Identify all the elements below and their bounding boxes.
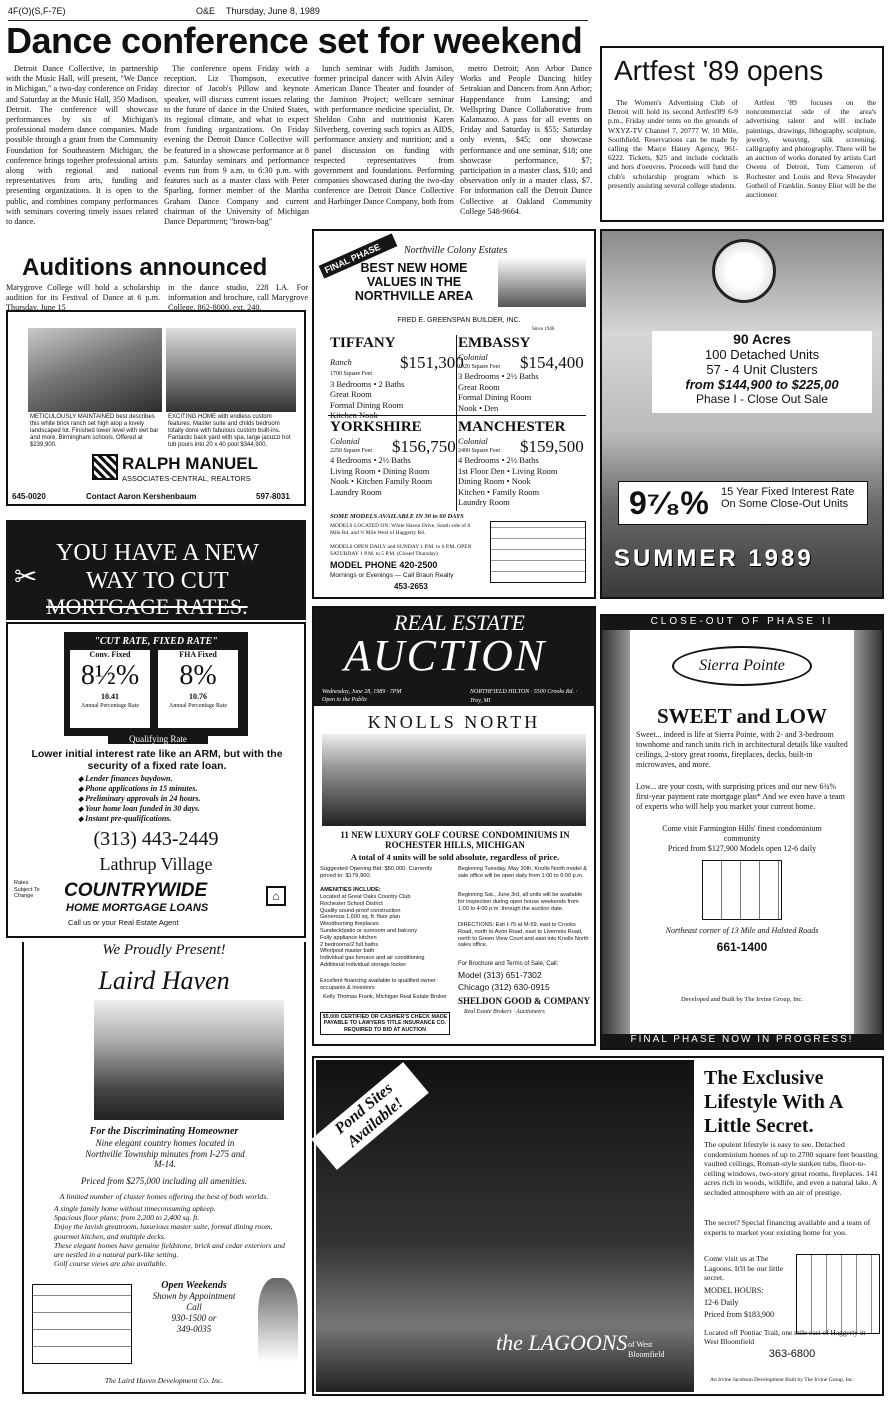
amenities-list: Located at Great Oaks Country Club Rochester School District Quality sound-proof construction Generous 1,600 sq. ft. floor plan Woodburning fireplaces Sundeck/patio or sunroom and balcony Fully appliance kitchen 2 bedrooms/2 full baths Whirlpool master bath Individual gas furnace and air conditioning Additional individual storage locker (320, 894, 425, 968)
countrywide-brand: COUNTRYWIDE (64, 880, 208, 901)
equal-housing-icon: ⌂ (266, 886, 286, 906)
knolls-photo (322, 734, 586, 826)
rates-note: Rates Subject To Change (14, 880, 40, 899)
auction-firm-sub: Real Estate Brokers · Auctioneers (464, 1009, 545, 1015)
laird-company: The Laird Haven Development Co. Inc. (104, 1376, 224, 1385)
northville-some-models: SOME MODELS AVAILABLE IN 30 to 60 DAYS (330, 513, 464, 520)
northville-house-sketch (498, 257, 586, 307)
lagoons-of: of West Bloomfield (628, 1340, 665, 1359)
ralph-photo-2 (166, 328, 296, 412)
auditions-col-1: Marygrove College will hold a scholarship audition for its Festival of Dance at 6 p.m. Thursday, June 15 (6, 283, 160, 313)
ralph-sub: ASSOCIATES-CENTRAL, REALTORS (122, 474, 251, 483)
dance-col-3: lunch seminar with Judith Jamison, former principal dancer with Alvin Ailey American Dance Theater and founder of the Jamison Project; wellcare seminar with performance medicine specialist, Dr. Sheldon Cohn and nutritionist Karen Silverberg, covering such topics as AIDS, performance anxiety and nutrition; and a panel discussion on funding with respected representatives from government and foundations. Performing companies showcased during the two-day conference are Detroit Dance Collective and Harbinger Dance Company, both from (314, 64, 454, 206)
auction-broker: Kelly Thomas Frank, Michigan Real Estate Broker (323, 994, 447, 1000)
laird-bullets: A single family home without timeconsuming upkeep. Spacious floor plans; from 2,200 to 2,400 sq. ft. Enjoy the lavish greatroom, luxurious master suite, formal dining room, gourmet kitchen, and multiple decks. These elegant homes have genuine fieldstone, brick and cedar exteriors and are nestled in a natural park-like setting. Golf course views are also available. (54, 1204, 285, 1269)
fha-box: FHA Fixed 8% 10.76 Annual Percentage Rate (158, 650, 238, 728)
dance-headline: Dance conference set for weekend (6, 20, 583, 61)
ralph-phone-left: 645-0020 (12, 492, 46, 501)
northville-call-phone: 453-2653 (394, 582, 428, 591)
sierra-map (702, 860, 782, 920)
scissors-icon: ✂ (14, 562, 38, 593)
paper-name: O&E (196, 6, 216, 16)
sierra-corner: Northeast corner of 13 Mile and Halsted Roads (665, 926, 819, 935)
conv-box: Conv. Fixed 8½% 10.41 Annual Percentage Rate (70, 650, 150, 728)
auction-model-phone: Model (313) 651-7302 (458, 970, 542, 980)
auction-beginning-2: Beginning Sat., June 3rd, all units will be available for inspection during open house weekends from 1:00 to 4:00 p.m. through the auction date. (458, 892, 583, 912)
lagoons-phone: 363-6800 (768, 1348, 816, 1360)
northville-map (490, 521, 586, 583)
ralph-caption-2: EXCITING HOME with endless custom features. Master suite and childs bedroom totally done with fabulous custom built-ins. Fantastic back yard with spa, large jacuzzi hot tub pours into 20 x 40 pool $344,900. (168, 414, 291, 448)
model-manchester: MANCHESTER Colonial $159,500 2400 Square Feet 4 Bedrooms • 2½ Baths 1st Floor Den • Living Room Dining Room • Nook Kitchen • Family Room Laundry Room (458, 419, 584, 507)
countrywide-city: Lathrup Village (99, 854, 213, 874)
auditions-headline: Auditions announced (22, 254, 268, 281)
countrywide-brand-sub: HOME MORTGAGE LOANS (66, 902, 209, 914)
lagoons-photo (316, 1060, 694, 1392)
page-id: 4F(O)(S,F-7E) (8, 6, 66, 16)
lagoons-p1: The opulent lifestyle is easy to see. Detached condominium homes of up to 2700 square feet boasting vaulted ceilings, Roman-style sunken tubs, floor-to-ceiling windows, two-story great rooms, fireplaces. 141 acres rich in woods, wildlife, and even a natural lake. A secluded atmosphere with an air of prestige. (704, 1140, 878, 1197)
northville-estates: Northville Colony Estates (404, 245, 508, 256)
artfest-col-2: Artfest '89 focuses on the noncommercial side of the area's advertising talent and will include paintings, drawings, lithography, sculpture, jewelry, weaving, silk screening, calligraphy and photography. There will be an auction of works donated by artists Carl Owens of Detroit, Tom Cameron of Rochester and Louis and Reva Shwayder Gotheil of Franklin. Sonny Eliot will be the auctioneer. (746, 98, 876, 200)
northville-model-phone: MODEL PHONE 420-2500 (330, 560, 438, 570)
iris-flower-icon (258, 1278, 298, 1362)
countrywide-phone: (313) 443-2449 (93, 828, 219, 850)
sierra-phone: 661-1400 (716, 940, 768, 954)
auction-chicago-phone: Chicago (312) 630-0915 (458, 982, 550, 992)
northville-headline: BEST NEW HOME VALUES IN THE NORTHVILLE AREA (354, 261, 474, 303)
model-embassy: EMBASSY Colonial $154,400 1920 Square Feet 3 Bedrooms • 2½ Baths Great Room Formal Dining Room Nook • Den (458, 335, 584, 413)
laird-nine: Nine elegant country homes located in Northville Township minutes from I-275 and M-14. (85, 1138, 245, 1169)
dance-col-2: The conference opens Friday with a reception. Liz Thompson, executive director of Jacob's Pillow and keynote speaker, will discuss current issues relating to the future of dance in the United States, its regional climate, and what to expect from funding organizations. On Friday evening the Detroit Dance Collective will be featured in a showcase performance at 8 p.m. Saturday seminars and performance events run from 9 a.m. to 6:30 p.m. with features such as a master class with Peter Sparling, former member of the Martha Graham Dance Company and current chairman of the University of Michigan Dance Department; "brown-bag" (164, 64, 309, 227)
auditions-col-2: in the dance studio, 228 LA. For information and brochure, call Marygrove College, 862-8000, ext. 240. (168, 283, 308, 313)
northville-builder: FRED E. GREENSPAN BUILDER, INC. (397, 317, 521, 324)
qualifying-rate: Qualifying Rate (108, 734, 208, 744)
auction-firm: SHELDON GOOD & COMPANY (458, 996, 591, 1006)
auction-banner: REAL ESTATE AUCTION Wednesday, June 28, 1989 · 7PM Open to the Public NORTHFIELD HILTON · 5500 Crooks Rd. · Troy, MI (314, 608, 594, 706)
artfest-col-1: The Women's Advertising Club of Detroit will hold its second Artfest'89 6-9 p.m., Friday under tents on the grounds of WXYZ-TV Channel 7, 20777 W. 10 Mile, Southfield. Reservations can be made by calling the Marce Haney Agency, 961-6222. Tickets, $25 and include cocktails and hors d'oeuvres. Proceeds will fund the club's scholarship program which is presently assisting several college students. (608, 98, 738, 190)
auction-ad (312, 606, 596, 1046)
countrywide-bullets: ◆ Lender finances buydown. ◆ Phone applications in 15 minutes. ◆ Preliminary approvals in 24 hours. ◆ Your home loan funded in 30 days. ◆ Instant pre-qualifications. (78, 774, 298, 824)
auction-financing: Excellent financing available to qualified owner occupants & investors (320, 978, 436, 991)
amenities-title: AMENITIES INCLUDE: (320, 887, 381, 893)
sierra-side-trees-right (854, 630, 882, 1034)
northville-since: Since 1946 (532, 327, 555, 332)
rate-panel: "CUT RATE, FIXED RATE" Conv. Fixed 8½% 10.41 Annual Percentage Rate FHA Fixed 8% 10.76 Annual Percentage Rate (64, 632, 248, 736)
lagoons-hours-title: MODEL HOURS: (704, 1286, 764, 1295)
laird-open: Open Weekends Shown by Appointment Call 930-1500 or 349-0035 (152, 1280, 236, 1334)
lagoons-map (796, 1254, 880, 1334)
countrywide-ad (6, 518, 306, 938)
auction-head: 11 NEW LUXURY GOLF COURSE CONDOMINIUMS IN ROCHESTER HILLS, MICHIGAN (340, 830, 570, 850)
lagoons-brand: the LAGOONS (496, 1330, 628, 1355)
northville-ad (312, 229, 596, 599)
auction-directions: DIRECTIONS: Exit I-75 at M-59, east to Crooks Road, north to Avon Road, east to Livernois Road, north to Green View Court and east into Knolls North sales office. (458, 922, 589, 949)
sierra-priced: Priced from $127,900 Models open 12-6 daily (667, 844, 817, 853)
auction-brochure: For Brochure and Terms of Sale, Call: (458, 961, 559, 967)
ralph-logo-icon (92, 454, 118, 480)
laird-proudly: We Proudly Present! (24, 942, 304, 959)
ralph-phone-right: 597-8031 (256, 492, 290, 501)
sierra-p1: Sweet... indeed is life at Sierra Pointe, with 2- and 3-bedroom townhome and ranch units rich in architectural details like vaulted ceilings, 2-story great rooms, fireplaces, decks, built-in microwaves, and more. (636, 730, 848, 769)
models-divider-h (328, 415, 586, 416)
dance-col-1: Detroit Dance Collective, in partnership with the Music Hall, will present, "We Dance in Michigan," a two-day conference on Friday and Saturday at the Music Hall, 350 Madison, Detroit. The conference will showcase performances by six of Michigan's professional modern dance companies. Made possible through a grant from the Community Foundation for Southeastern Michigan, the conference brings together professional artists along with regional and national representatives from arts, funding and presenting organizations. It is open to the public, and combines company performances with seminars covering timely issues related to dance. (6, 64, 158, 227)
sierra-side-trees-left (602, 630, 630, 1034)
artfest-box (600, 46, 884, 222)
sierra-banner: CLOSE-OUT OF PHASE II (602, 616, 882, 630)
countrywide-agent: Call us or your Real Estate Agent (68, 918, 179, 927)
models-divider-v (456, 335, 457, 511)
heron-logo-icon (712, 239, 776, 303)
laird-haven-ad (22, 942, 306, 1394)
sierra-bottom-banner: FINAL PHASE NOW IN PROGRESS! (602, 1034, 882, 1048)
dance-col-4: metro Detroit; Ann Arbor Dance Works and People Dancing hitley Setrakian and Dancers from Ann Arbor; Happendance from Lansing; and Wellspring Dance Collaborative from Kalamazoo. A pass for all events on Friday and Saturday is $55; Saturday only events, $45; one showcase performance and one seminar, $18; one showcase performance, $7; participation in a master class, $10; and observation only in a master class, $7. For information call the Detroit Dance Collective at Oakland Community College 548-9664. (460, 64, 592, 216)
ralph-photo-1 (28, 328, 162, 412)
auction-total: A total of 4 units will be sold absolute, regardless of price. (350, 852, 560, 862)
final-phase-banner: FINAL PHASE (319, 233, 398, 278)
heron-info-box: 90 Acres 100 Detached Units 57 - 4 Unit Clusters from $144,900 to $225,00 Phase I - Close Out Sale (652, 331, 872, 413)
northville-hours: MODELS OPEN DAILY and SUNDAY 1 P.M. to 6 P.M. OPEN SATURDAY 1 P.M. to 5 P.M. (Closed Thursday) (330, 544, 472, 557)
sierra-logo: Sierra Pointe (672, 646, 812, 686)
model-yorkshire: YORKSHIRE Colonial $156,750 2250 Square Feet 4 Bedrooms • 2½ Baths Living Room • Dining Room Nook • Kitchen Family Room Laundry Room (330, 419, 456, 497)
ralph-manuel-ad (6, 310, 306, 506)
lagoons-located: Located off Pontiac Trail, one mile east of Haggerty in West Bloomfield (704, 1328, 866, 1346)
laird-limited: A limited number of cluster homes offering the best of both worlds. (59, 1192, 269, 1201)
lagoons-visit: Come visit us at The Lagoons. It'll be our little secret. (704, 1254, 784, 1283)
lagoons-hours: 12-6 Daily (704, 1298, 739, 1307)
knolls-north-logo: KNOLLS NORTH (367, 712, 541, 732)
lagoons-developer: An Irvine Jacobson Development Built by The Irvine Group, Inc. (710, 1377, 854, 1383)
sierra-p2: Low... are your costs, with surprising prices and our new 6¾% first-year payment rate mortgage plan* And we even have a team of experts who will help you market your current home. (636, 782, 845, 811)
heron-rate-box: 9⁷⁄₈% 15 Year Fixed Interest Rate On Some Close-Out Units (618, 481, 868, 525)
heron-ad (600, 229, 884, 599)
lagoons-priced: Priced from $183,900 (704, 1310, 774, 1319)
page-header (8, 6, 888, 18)
lagoons-p2: The secret? Special financing available and a team of experts to market your existing home for you. (704, 1218, 871, 1237)
ralph-caption-1: METICULOUSLY MAINTAINED best describes this white brick ranch set high atop a lovely landscaped lot. Finished lower level with wet bar and more. Birmingham schools. Offered at $239,900. (30, 414, 159, 448)
laird-for: For the Discriminating Homeowner (89, 1126, 239, 1137)
laird-map (32, 1284, 132, 1364)
sierra-developer: Developed and Built by The Irvine Group, Inc. (680, 996, 804, 1003)
laird-photo (94, 1000, 284, 1120)
auction-bid: Suggested Opening Bid: $50,000. Currently priced to: $179,900. (320, 866, 433, 879)
sierra-visit: Come visit Farmington Hills' finest condominium community (662, 824, 822, 843)
lagoons-ad (312, 1056, 884, 1396)
lower-rate-text: Lower initial interest rate like an ARM, but with the security of a fixed rate loan. (31, 748, 283, 772)
countrywide-banner: ✂ YOU HAVE A NEW WAY TO CUT MORTGAGE RATES. (6, 520, 306, 620)
northville-located: MODELS LOCATED ON: White Haven Drive, South side of 8 Mile Rd. and ½ Mile West of Haggerty Rd. (330, 523, 471, 536)
auction-deposit: $5,000 CERTIFIED OR CASHIER'S CHECK MADE PAYABLE TO LAWYERS TITLE INSURANCE CO. REQUIRED TO BID AT AUCTION (320, 1012, 450, 1035)
pond-sites-banner: Pond Sites Available! (311, 1062, 429, 1170)
sierra-pointe-ad (600, 614, 884, 1050)
laird-name: Laird Haven (98, 966, 230, 995)
northville-call: Mornings or Evenings — Call Braun Realty (330, 572, 454, 579)
model-tiffany: TIFFANY Ranch $151,300 1700 Square Feet 3 Bedrooms • 2 Baths Great Room Formal Dining Room Kitchen Nook (330, 335, 464, 420)
heron-banner: SUMMER 1989 (614, 545, 814, 572)
issue-date: Thursday, June 8, 1989 (226, 6, 320, 16)
ralph-name: RALPH MANUEL (122, 454, 258, 473)
sierra-headline: SWEET and LOW (656, 704, 828, 728)
artfest-headline: Artfest '89 opens (614, 55, 824, 86)
auction-beginning: Beginning Tuesday, May 30th, Knolls North model & sale office will be open daily from 1:00 to 6:00 p.m. (458, 866, 587, 879)
countrywide-body (6, 622, 306, 938)
ralph-contact: Contact Aaron Kershenbaum (86, 492, 197, 501)
laird-priced: Priced from $275,000 including all amenities. (81, 1176, 247, 1186)
lagoons-headline: The Exclusive Lifestyle With A Little Secret. (704, 1067, 843, 1137)
